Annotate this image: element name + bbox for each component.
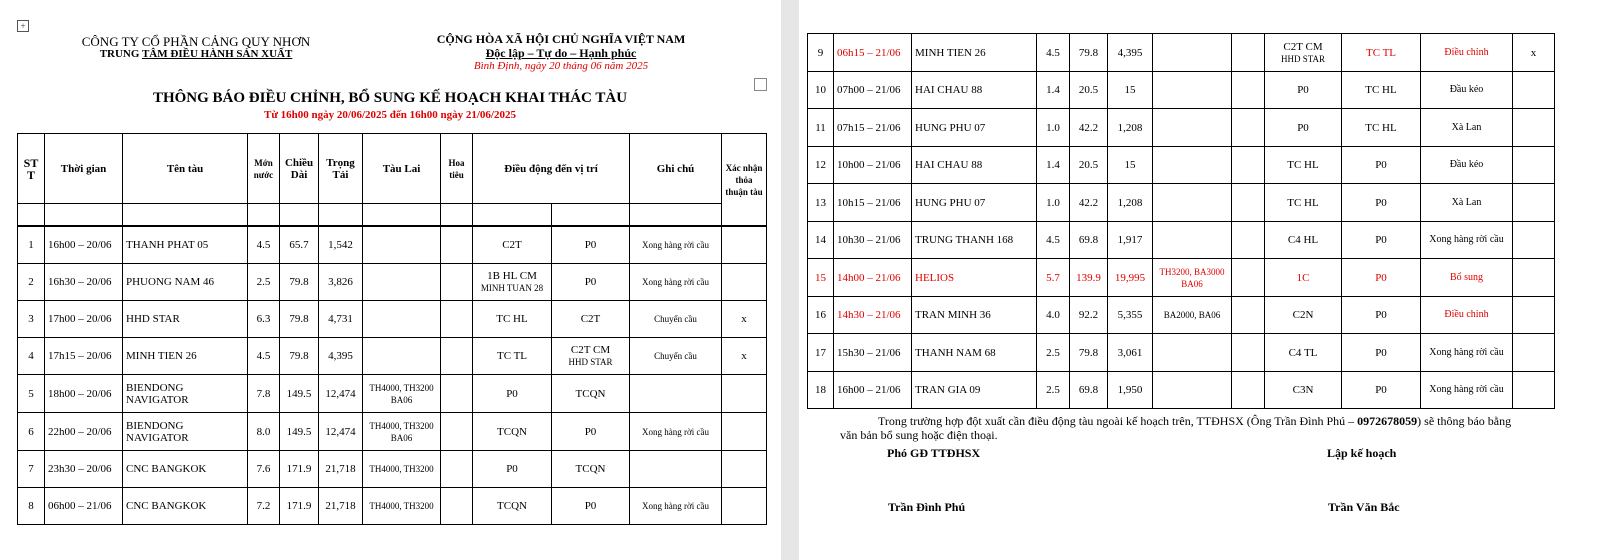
signer-left-name: Trần Đình Phú (888, 500, 966, 514)
issue-date: Bình Định, ngày 20 tháng 06 năm 2025 (473, 60, 649, 72)
col-header-confirm: Xác nhận thỏa thuận tàu (722, 134, 767, 226)
cell-note: Chuyển cầu (630, 301, 722, 338)
cell-note: Xong hàng rời cầu (630, 227, 722, 264)
cell-tug (363, 301, 441, 338)
cell-time: 17h00 – 20/06 (45, 301, 123, 338)
cell-time: 22h00 – 20/06 (45, 413, 123, 451)
cell-note: Xong hàng rời cầu (1421, 372, 1513, 409)
empty-cell (123, 204, 248, 226)
cell-confirm (1513, 147, 1555, 184)
cell-tonnage: 15 (1108, 147, 1153, 184)
table-row (18, 227, 767, 264)
empty-cell (630, 204, 722, 226)
cell-confirm (722, 451, 767, 488)
cell-draft: 2.5 (248, 264, 280, 301)
cell-stt: 5 (18, 375, 45, 413)
cell-pilot (1232, 72, 1265, 109)
cell-move-from: C4 HL (1265, 222, 1342, 259)
cell-tonnage: 4,731 (319, 301, 363, 338)
cell-pilot (441, 264, 473, 301)
cell-length: 79.8 (280, 301, 319, 338)
cell-time: 16h00 – 20/06 (45, 227, 123, 264)
cell-time: 06h00 – 21/06 (45, 488, 123, 525)
cell-length: 42.2 (1070, 184, 1108, 222)
cell-length: 79.8 (1070, 34, 1108, 72)
cell-time: 10h15 – 21/06 (834, 184, 912, 222)
col-header-time: Thời gian (45, 134, 123, 204)
cell-time: 06h15 – 21/06 (834, 34, 912, 72)
cell-move-from: C2N (1265, 297, 1342, 334)
table-row (808, 372, 1555, 409)
cell-tug: TH4000, TH3200 BA06 (363, 375, 441, 413)
cell-draft: 4.5 (248, 338, 280, 375)
cell-ship: HUNG PHU 07 (912, 109, 1037, 147)
cell-stt: 16 (808, 297, 834, 334)
cell-move-to: C2T (552, 301, 630, 338)
checkbox-icon[interactable] (754, 78, 767, 91)
cell-stt: 13 (808, 184, 834, 222)
table-row (18, 413, 767, 451)
cell-move-from-sub: HHD STAR (1280, 53, 1326, 64)
cell-tug (1153, 184, 1232, 222)
cell-ship: HAI CHAU 88 (912, 147, 1037, 184)
cell-pilot (1232, 259, 1265, 297)
cell-pilot (441, 451, 473, 488)
cell-tonnage: 3,061 (1108, 334, 1153, 372)
cell-ship: TRAN GIA 09 (912, 372, 1037, 409)
table-row (808, 72, 1555, 109)
cell-tonnage: 5,355 (1108, 297, 1153, 334)
cell-move-to-main: C2T CM (570, 344, 611, 356)
cell-move-to: TCQN (552, 375, 630, 413)
cell-note: Xong hàng rời cầu (1421, 334, 1513, 372)
cell-tug (1153, 72, 1232, 109)
cell-move-from-sub: MINH TUAN 28 (480, 283, 544, 293)
table-row (808, 297, 1555, 334)
cell-note: Điều chỉnh (1421, 297, 1513, 334)
cell-stt: 3 (18, 301, 45, 338)
cell-note: Điều chỉnh (1421, 34, 1513, 72)
cell-note: Xà Lan (1421, 184, 1513, 222)
cell-note: Xà Lan (1421, 109, 1513, 147)
cell-time: 17h15 – 20/06 (45, 338, 123, 375)
cell-move-to: P0 (1342, 259, 1421, 297)
cell-stt: 8 (18, 488, 45, 525)
table-row (808, 222, 1555, 259)
cell-draft: 2.5 (1037, 334, 1070, 372)
motto (420, 46, 702, 61)
cell-draft: 4.5 (1037, 222, 1070, 259)
cell-time: 10h00 – 21/06 (834, 147, 912, 184)
cell-confirm (1513, 109, 1555, 147)
cell-note: Xong hàng rời cầu (630, 488, 722, 525)
cell-draft: 4.5 (248, 227, 280, 264)
cell-draft: 2.5 (1037, 372, 1070, 409)
footer-note-text: Trong trường hợp đột xuất cần điều động tàu ngoài kế hoạch trên, TTĐHSX (Ông Trần Đình Phú – (878, 414, 1358, 428)
table-row (18, 338, 767, 375)
cell-move-from-main: 1B HL CM (487, 270, 537, 282)
cell-note: Đầu kéo (1421, 72, 1513, 109)
cell-tonnage: 1,208 (1108, 109, 1153, 147)
cell-draft: 1.0 (1037, 109, 1070, 147)
table-row (808, 259, 1555, 297)
cell-ship: TRAN MINH 36 (912, 297, 1037, 334)
cell-tug (363, 227, 441, 264)
col-header-draft: Mớn nước (248, 134, 280, 204)
cell-move-from: TCQN (473, 413, 552, 451)
cell-move-from: TC HL (1265, 184, 1342, 222)
cell-confirm (1513, 372, 1555, 409)
cell-draft: 8.0 (248, 413, 280, 451)
table-row (808, 184, 1555, 222)
cell-length: 79.8 (280, 338, 319, 375)
empty-cell (319, 204, 363, 226)
cell-pilot (1232, 297, 1265, 334)
cell-draft: 7.6 (248, 451, 280, 488)
cell-stt: 14 (808, 222, 834, 259)
empty-cell (552, 204, 630, 226)
cell-draft: 1.4 (1037, 72, 1070, 109)
cell-tonnage: 4,395 (319, 338, 363, 375)
cell-pilot (441, 413, 473, 451)
cell-ship: BIENDONG NAVIGATOR (123, 375, 248, 413)
cell-move-to: TC HL (1342, 109, 1421, 147)
cell-tonnage: 21,718 (319, 488, 363, 525)
cell-pilot (1232, 34, 1265, 72)
cell-move-from: TCQN (473, 488, 552, 525)
cell-move-from: P0 (473, 451, 552, 488)
cell-tonnage: 4,395 (1108, 34, 1153, 72)
empty-cell (248, 204, 280, 226)
cell-confirm (722, 227, 767, 264)
col-header-length: Chiều Dài (280, 134, 319, 204)
cell-length: 20.5 (1070, 72, 1108, 109)
cell-time: 16h00 – 21/06 (834, 372, 912, 409)
department-name (60, 48, 332, 60)
document-page-1 (0, 0, 781, 560)
cell-note: Đầu kéo (1421, 147, 1513, 184)
cell-move-to: P0 (1342, 222, 1421, 259)
cell-length: 171.9 (280, 451, 319, 488)
cell-time: 23h30 – 20/06 (45, 451, 123, 488)
cell-length: 149.5 (280, 413, 319, 451)
table-move-handle-icon[interactable]: + (17, 20, 29, 32)
department-prefix: TRUNG (99, 48, 142, 60)
footer-note-line-2: văn bản bổ sung hoặc điện thoại. (840, 428, 998, 442)
cell-draft: 4.5 (1037, 34, 1070, 72)
company-name: CÔNG TY CỔ PHẦN CẢNG QUY NHƠN (81, 34, 311, 49)
cell-confirm (722, 264, 767, 301)
cell-move-to: TC HL (1342, 72, 1421, 109)
cell-length: 139.9 (1070, 259, 1108, 297)
cell-tonnage: 1,542 (319, 227, 363, 264)
cell-move-to: P0 (552, 488, 630, 525)
cell-move-from (1265, 34, 1342, 72)
cell-time: 15h30 – 21/06 (834, 334, 912, 372)
cell-time: 16h30 – 20/06 (45, 264, 123, 301)
cell-pilot (1232, 372, 1265, 409)
cell-confirm (1513, 297, 1555, 334)
cell-tug: TH4000, TH3200 (363, 488, 441, 525)
cell-tug (1153, 109, 1232, 147)
cell-ship: TRUNG THANH 168 (912, 222, 1037, 259)
cell-tug: TH4000, TH3200 (363, 451, 441, 488)
cell-length: 42.2 (1070, 109, 1108, 147)
cell-ship: CNC BANGKOK (123, 488, 248, 525)
cell-tonnage: 1,950 (1108, 372, 1153, 409)
cell-confirm (1513, 72, 1555, 109)
cell-pilot (441, 301, 473, 338)
cell-time: 14h00 – 21/06 (834, 259, 912, 297)
cell-note: Xong hàng rời cầu (630, 264, 722, 301)
empty-cell (18, 204, 45, 226)
document-page-2 (799, 0, 1600, 560)
cell-move-to: P0 (1342, 334, 1421, 372)
cell-stt: 9 (808, 34, 834, 72)
cell-ship: HHD STAR (123, 301, 248, 338)
cell-pilot (441, 338, 473, 375)
table-row (808, 109, 1555, 147)
cell-stt: 2 (18, 264, 45, 301)
cell-tug (1153, 147, 1232, 184)
table-row (808, 334, 1555, 372)
cell-ship: MINH TIEN 26 (123, 338, 248, 375)
cell-confirm (1513, 259, 1555, 297)
cell-length: 92.2 (1070, 297, 1108, 334)
table-row (18, 451, 767, 488)
cell-stt: 1 (18, 227, 45, 264)
cell-move-from: P0 (1265, 72, 1342, 109)
cell-tonnage: 3,826 (319, 264, 363, 301)
cell-note: Bổ sung (1421, 259, 1513, 297)
cell-move-from: P0 (473, 375, 552, 413)
cell-time: 07h15 – 21/06 (834, 109, 912, 147)
cell-note (630, 375, 722, 413)
cell-length: 69.8 (1070, 372, 1108, 409)
cell-time: 10h30 – 21/06 (834, 222, 912, 259)
cell-confirm (722, 413, 767, 451)
cell-move-from: C4 TL (1265, 334, 1342, 372)
cell-tonnage: 1,208 (1108, 184, 1153, 222)
empty-cell (280, 204, 319, 226)
cell-tug (1153, 334, 1232, 372)
schedule-table-page-1 (17, 133, 767, 226)
cell-pilot (1232, 184, 1265, 222)
cell-length: 65.7 (280, 227, 319, 264)
footer-note-line-1 (878, 414, 1511, 429)
cell-time: 07h00 – 21/06 (834, 72, 912, 109)
cell-tug (1153, 34, 1232, 72)
cell-tug: TH4000, TH3200 BA06 (363, 413, 441, 451)
col-header-tonnage: Trọng Tải (319, 134, 363, 204)
cell-stt: 7 (18, 451, 45, 488)
empty-cell (441, 204, 473, 226)
cell-length: 79.8 (1070, 334, 1108, 372)
cell-ship: PHUONG NAM 46 (123, 264, 248, 301)
cell-time: 14h30 – 21/06 (834, 297, 912, 334)
cell-confirm: x (722, 301, 767, 338)
cell-tonnage: 15 (1108, 72, 1153, 109)
signer-right-title: Lập kế hoạch (1327, 446, 1397, 460)
cell-move-to (552, 338, 630, 375)
table-row (808, 147, 1555, 184)
cell-ship: MINH TIEN 26 (912, 34, 1037, 72)
cell-move-from: 1C (1265, 259, 1342, 297)
cell-stt: 17 (808, 334, 834, 372)
cell-length: 79.8 (280, 264, 319, 301)
cell-pilot (1232, 334, 1265, 372)
cell-stt: 4 (18, 338, 45, 375)
cell-move-from-main: C2T CM (1283, 40, 1323, 53)
cell-time: 18h00 – 20/06 (45, 375, 123, 413)
schedule-table-page-1-body (17, 226, 767, 525)
cell-note: Xong hàng rời cầu (630, 413, 722, 451)
cell-move-from (473, 264, 552, 301)
cell-confirm (722, 488, 767, 525)
cell-draft: 5.7 (1037, 259, 1070, 297)
cell-tug (363, 264, 441, 301)
col-header-note: Ghi chú (630, 134, 722, 204)
cell-pilot (1232, 109, 1265, 147)
cell-move-to: P0 (552, 413, 630, 451)
cell-stt: 11 (808, 109, 834, 147)
cell-pilot (1232, 222, 1265, 259)
cell-tug: TH3200, BA3000 BA06 (1153, 259, 1232, 297)
cell-draft: 7.8 (248, 375, 280, 413)
cell-length: 171.9 (280, 488, 319, 525)
col-header-move: Điều động đến vị trí (473, 134, 630, 204)
cell-ship: HUNG PHU 07 (912, 184, 1037, 222)
cell-ship: THANH NAM 68 (912, 334, 1037, 372)
cell-confirm: x (722, 338, 767, 375)
cell-move-to: P0 (552, 227, 630, 264)
cell-tonnage: 12,474 (319, 413, 363, 451)
empty-cell (45, 204, 123, 226)
schedule-table-page-2 (807, 33, 1555, 409)
cell-tonnage: 19,995 (1108, 259, 1153, 297)
document-title: THÔNG BÁO ĐIỀU CHỈNH, BỔ SUNG KẾ HOẠCH KHAI THÁC TÀU (152, 90, 628, 106)
footer-note-text-end: ) sẽ thông báo bằng (1417, 414, 1512, 428)
cell-confirm (1513, 334, 1555, 372)
cell-move-to: TCQN (552, 451, 630, 488)
department-main: TÂM ĐIỀU HÀNH SẢN XUẤT (141, 48, 293, 60)
cell-stt: 18 (808, 372, 834, 409)
cell-note: Chuyển cầu (630, 338, 722, 375)
cell-pilot (1232, 147, 1265, 184)
col-header-stt: ST T (18, 134, 45, 204)
cell-move-from: TC HL (473, 301, 552, 338)
cell-pilot (441, 375, 473, 413)
cell-length: 149.5 (280, 375, 319, 413)
cell-move-from: TC HL (1265, 147, 1342, 184)
cell-confirm: x (1513, 34, 1555, 72)
cell-draft: 6.3 (248, 301, 280, 338)
col-header-ship: Tên tàu (123, 134, 248, 204)
nation-title: CỘNG HÒA XÃ HỘI CHỦ NGHĨA VIỆT NAM (436, 32, 686, 46)
cell-draft: 7.2 (248, 488, 280, 525)
cell-draft: 4.0 (1037, 297, 1070, 334)
signer-left-title: Phó GĐ TTĐHSX (887, 446, 981, 460)
cell-ship: CNC BANGKOK (123, 451, 248, 488)
signer-right-name: Trần Văn Bắc (1328, 500, 1400, 514)
cell-ship: BIENDONG NAVIGATOR (123, 413, 248, 451)
cell-ship: THANH PHAT 05 (123, 227, 248, 264)
cell-move-to: P0 (1342, 372, 1421, 409)
cell-stt: 10 (808, 72, 834, 109)
header-subrow (18, 204, 767, 226)
cell-ship: HAI CHAU 88 (912, 72, 1037, 109)
document-period: Từ 16h00 ngày 20/06/2025 đến 16h00 ngày 21/06/2025 (263, 109, 516, 121)
cell-move-to: P0 (1342, 184, 1421, 222)
cell-move-from: C3N (1265, 372, 1342, 409)
cell-stt: 15 (808, 259, 834, 297)
motto-text: Độc lập – Tự do – Hạnh phúc (485, 46, 637, 60)
empty-cell (473, 204, 552, 226)
cell-tonnage: 1,917 (1108, 222, 1153, 259)
cell-move-from: C2T (473, 227, 552, 264)
cell-stt: 12 (808, 147, 834, 184)
cell-ship: HELIOS (912, 259, 1037, 297)
col-header-tug: Tàu Lai (363, 134, 441, 204)
header-row (18, 134, 767, 204)
cell-length: 20.5 (1070, 147, 1108, 184)
contact-phone: 0972678059 (1357, 414, 1418, 428)
table-row (18, 264, 767, 301)
cell-note: Xong hàng rời cầu (1421, 222, 1513, 259)
cell-move-to: P0 (552, 264, 630, 301)
cell-move-to: P0 (1342, 297, 1421, 334)
table-row (18, 488, 767, 525)
cell-move-from: P0 (1265, 109, 1342, 147)
cell-move-to: TC TL (1342, 34, 1421, 72)
cell-draft: 1.0 (1037, 184, 1070, 222)
cell-length: 69.8 (1070, 222, 1108, 259)
cell-confirm (1513, 222, 1555, 259)
empty-cell (363, 204, 441, 226)
cell-pilot (441, 488, 473, 525)
table-row (808, 34, 1555, 72)
table-row (18, 375, 767, 413)
cell-tug (1153, 372, 1232, 409)
cell-move-to: P0 (1342, 147, 1421, 184)
cell-tonnage: 21,718 (319, 451, 363, 488)
cell-pilot (441, 227, 473, 264)
cell-move-from: TC TL (473, 338, 552, 375)
cell-move-to-sub: HHD STAR (568, 357, 613, 367)
cell-tug (1153, 222, 1232, 259)
cell-tonnage: 12,474 (319, 375, 363, 413)
table-row (18, 301, 767, 338)
cell-note (630, 451, 722, 488)
cell-confirm (1513, 184, 1555, 222)
cell-tug (363, 338, 441, 375)
cell-stt: 6 (18, 413, 45, 451)
cell-draft: 1.4 (1037, 147, 1070, 184)
cell-tug: BA2000, BA06 (1153, 297, 1232, 334)
cell-confirm (722, 375, 767, 413)
col-header-pilot: Hoa tiêu (441, 134, 473, 204)
